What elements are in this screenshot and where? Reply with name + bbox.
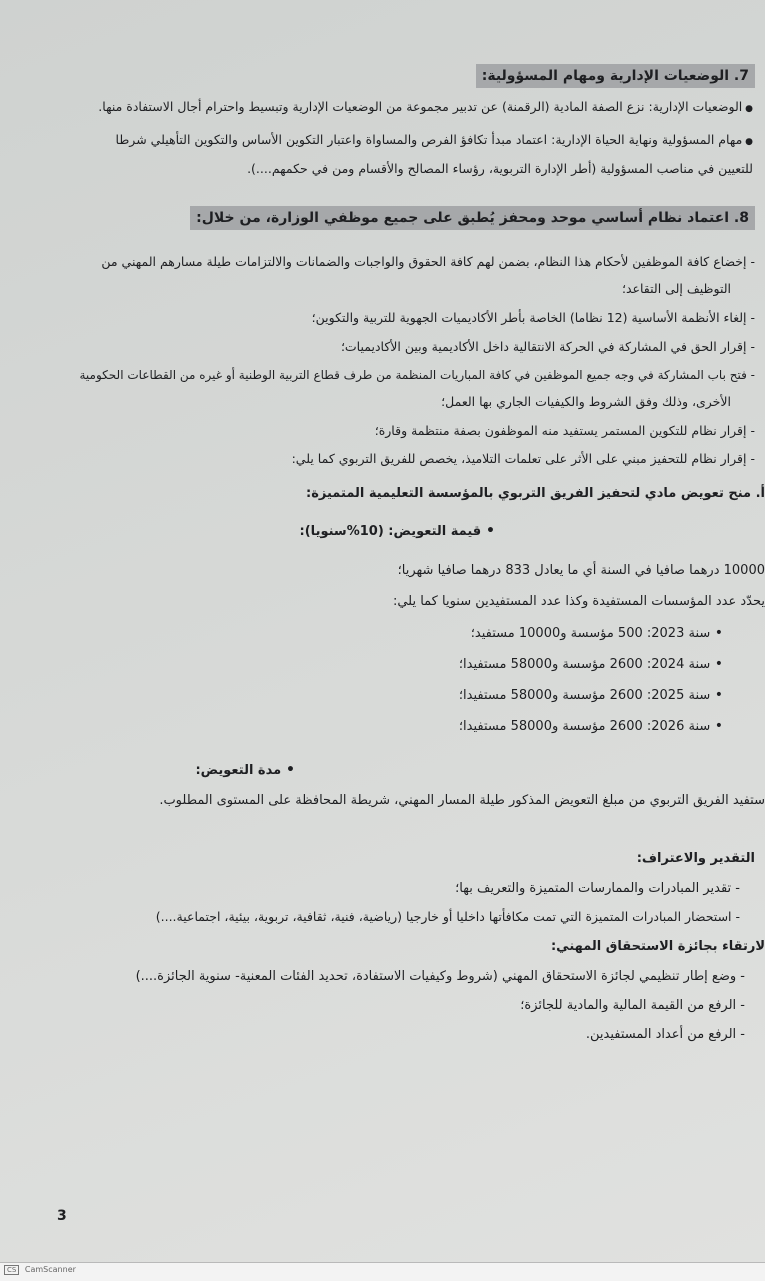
section-8-heading: 8. اعتماد نظام أساسي موحد ومحفز يُطبق على جميع موظفي الوزارة، من خلال: (190, 206, 755, 230)
section-8-item-1-cont: التوظيف إلى التقاعد؛ (622, 281, 731, 296)
section-8-item-4-cont: الأخرى، وذلك وفق الشروط والكيفيات الجاري بها العمل؛ (441, 394, 731, 409)
compensation-amount: 10000 درهما صافيا في السنة أي ما يعادل 833 درهما صافيا شهريا؛ (397, 563, 765, 578)
camscanner-icon: CS (4, 1265, 19, 1275)
section-7-item-2-line-2: للتعيين في مناصب المسؤولية (أطر الإدارة التربوية، رؤساء المصالح والأقسام ومن في حكمهم....). (247, 161, 753, 176)
year-2023-item: • سنة 2023: 500 مؤسسة و10000 مستفيد؛ (471, 624, 723, 643)
year-2024-item: • سنة 2024: 2600 مؤسسة و58000 مستفيدا؛ (459, 655, 723, 674)
section-8-item-3: - إقرار الحق في المشاركة في الحركة الانتقالية داخل الأكاديمية وبين الأكاديميات؛ (341, 338, 755, 356)
year-2025-item: • سنة 2025: 2600 مؤسسة و58000 مستفيدا؛ (459, 686, 723, 705)
appreciation-item-2: - استحضار المبادرات المتميزة التي تمت مكافأتها داخليا أو خارجيا (رياضية، فنية، ثقافية، تربوية، بيئية، اجتماعية....) (156, 908, 740, 926)
beneficiaries-count-intro: يحدّد عدد المؤسسات المستفيدة وكذا عدد المستفيدين سنويا كما يلي: (392, 594, 765, 609)
award-item-3: - الرفع من أعداد المستفيدين. (586, 1026, 745, 1044)
camscanner-label: CamScanner (24, 1265, 76, 1274)
award-item-1: - وضع إطار تنظيمي لجائزة الاستحقاق المهني (شروط وكيفيات الاستفادة، تحديد الفئات المعنية- سنوية الجائزة....) (136, 968, 745, 986)
section-7-heading: 7. الوضعيات الإدارية ومهام المسؤولية: (476, 64, 755, 88)
compensation-value-label: • قيمة التعويض: (10%سنويا): (300, 522, 495, 541)
award-item-2: - الرفع من القيمة المالية والمادية للجائزة؛ (520, 997, 745, 1015)
page-number: 3 (57, 1208, 67, 1224)
appreciation-item-1: - تقدير المبادرات والممارسات المتميزة والتعريف بها؛ (455, 880, 740, 898)
appreciation-heading: التقدير والاعتراف: (636, 851, 755, 866)
section-7-item-1: ● الوضعيات الإدارية: نزع الصفة المادية (الرقمنة) عن تدبير مجموعة من الوضعيات الإدارية وتبسيط واحترام أجال الاستفادة منها. (33, 98, 753, 118)
subsection-a-title: أ. منح تعويض مادي لتحفيز الفريق التربوي بالمؤسسة التعليمية المتميزة: (306, 486, 765, 501)
scanner-footer (0, 1262, 765, 1281)
section-8-item-2: - إلغاء الأنظمة الأساسية (12 نظاما) الخاصة بأطر الأكاديميات الجهوية للتربية والتكوين؛ (312, 309, 755, 327)
section-7-item-2-line-1: ● مهام المسؤولية ونهاية الحياة الإدارية: اعتماد مبدأ تكافؤ الفرص والمساواة واعتبار التكوين الأساس والتكوين التأهيلي شرطا (33, 131, 753, 151)
award-heading: لارتقاء بجائزة الاستحقاق المهني: (550, 939, 765, 954)
section-8-item-6: - إقرار نظام للتحفيز مبني على الأثر على تعلمات التلاميذ، يخصص للفريق التربوي كما يلي: (292, 450, 755, 468)
section-8-item-1: - إخضاع كافة الموظفين لأحكام هذا النظام، بضمن لهم كافة الحقوق والواجبات والضمانات والالتزامات طيلة مسارهم المهني من (35, 253, 755, 271)
section-8-item-4: - فتح باب المشاركة في وجه جميع الموظفين في كافة المباريات المنظمة من طرف قطاع التربية الوطنية أو غيره من القطاعات الحكومية (10, 366, 755, 384)
compensation-duration-label: • مدة التعويض: (195, 761, 295, 780)
section-8-item-5: - إقرار نظام للتكوين المستمر يستفيد منه الموظفون بصفة منتظمة وقارة؛ (375, 422, 755, 440)
year-2026-item: • سنة 2026: 2600 مؤسسة و58000 مستفيدا؛ (459, 717, 723, 736)
scanner-watermark (4, 1265, 76, 1275)
compensation-duration-text: ستفيد الفريق التربوي من مبلغ التعويض المذكور طيلة المسار المهني، شريطة المحافظة على المستوى المطلوب. (159, 793, 765, 808)
